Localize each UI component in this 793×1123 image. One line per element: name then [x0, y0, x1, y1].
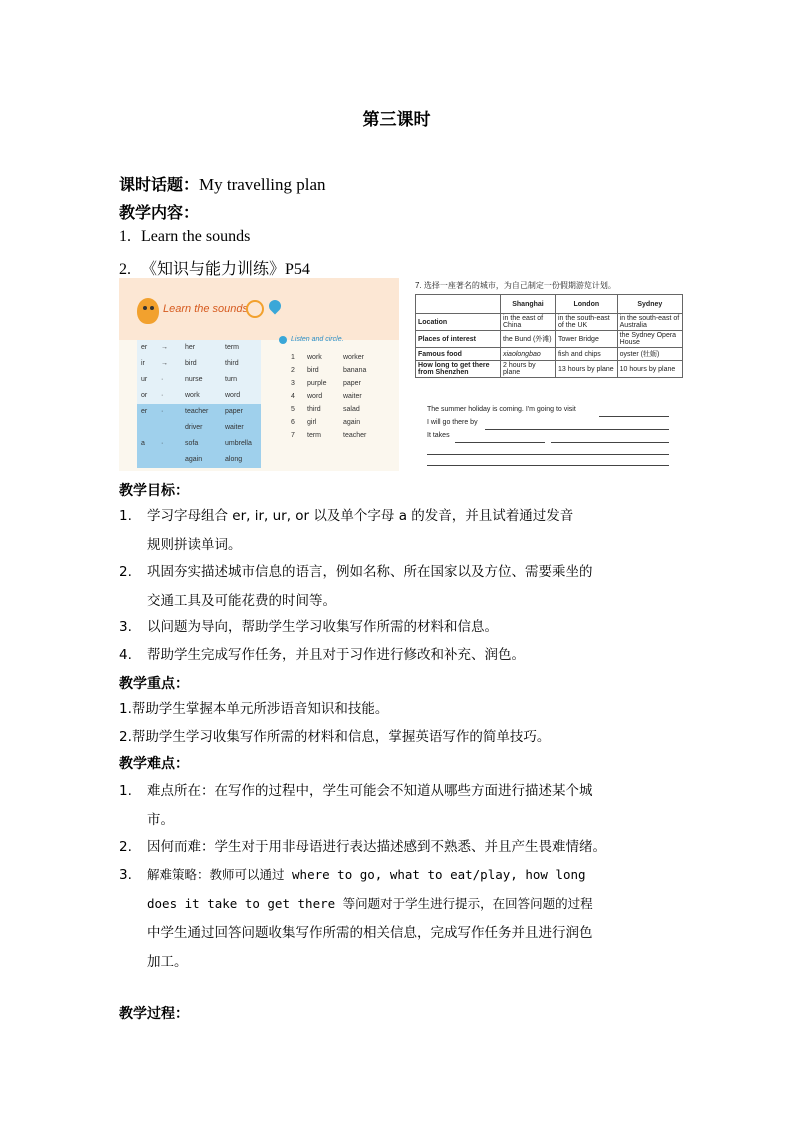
difficulty-item-3: 3. 解难策略：教师可以通过 where to go, what to eat/play, how long does it take to get there 等问题对于学生进行提示，在回答问题的过程 中学生通过回答问题收集写作所需的相关信息，完成写作任务并且进行润色 加工。	[119, 867, 593, 970]
content-item-1	[119, 228, 250, 246]
table-row: Famous food xiaolongbao fish and chips oyster (牡蛎)	[416, 348, 683, 361]
learn-the-sounds-image	[119, 278, 399, 471]
content-item-text: Learn the sounds	[141, 228, 251, 245]
column-header	[416, 295, 501, 314]
banner-title: Learn the sounds	[163, 303, 249, 315]
mascot-eye-icon	[150, 306, 154, 310]
writing-line-1: The summer holiday is coming. I'm going to visit	[427, 406, 576, 413]
difficulty-item-2: 2. 因何而难：学生对于用非母语进行表达描述感到不熟悉、并且产生畏难情绪。	[119, 839, 606, 855]
blank-line	[427, 465, 669, 466]
phonics-row: ir → bird third	[137, 356, 261, 372]
listen-header: Listen and circle.	[291, 336, 344, 343]
mascot-eye-icon	[143, 306, 147, 310]
blank-line	[551, 442, 669, 443]
goal-item-1: 1. 学习字母组合 er, ir, ur, or 以及单个字母 a 的发音，并且试着通过发音 规则拼读单词。	[119, 508, 574, 553]
phonics-row: er · teacher paper	[137, 404, 261, 420]
phonics-table	[137, 340, 261, 468]
exercise-question: 7. 选择一座著名的城市，为自己制定一份假期游览计划。	[415, 281, 616, 290]
blank-line	[599, 416, 669, 417]
column-header: Shanghai	[501, 295, 556, 314]
phonics-row: er → her term	[137, 340, 261, 356]
blank-line	[485, 429, 669, 430]
table-row: How long to get there from Shenzhen 2 hours by plane 13 hours by plane 10 hours by plane	[416, 361, 683, 378]
content-item-text: 《知识与能力训练》P54	[141, 261, 310, 278]
difficulties-heading: 教学难点：	[119, 756, 189, 772]
content-heading: 教学内容：	[119, 203, 200, 222]
listen-row: 3 purple paper	[291, 380, 361, 387]
difficulty-item-1: 1. 难点所在：在写作的过程中，学生可能会不知道从哪些方面进行描述某个城 市。	[119, 783, 593, 828]
column-header: Sydney	[617, 295, 682, 314]
travel-plan-exercise-image	[413, 278, 687, 468]
phonics-row: ur · nurse turn	[137, 372, 261, 388]
content-item-num: 2.	[119, 261, 131, 278]
blank-line	[427, 454, 669, 455]
writing-line-3: It takes	[427, 432, 450, 439]
phonics-row: driver waiter	[137, 420, 261, 436]
city-table	[415, 294, 683, 378]
content-item-2	[119, 256, 310, 279]
listen-row: 2 bird banana	[291, 367, 367, 374]
bullet-icon	[279, 336, 287, 344]
topic-value: My travelling plan	[199, 175, 326, 194]
phonics-row: again along	[137, 452, 261, 468]
listen-row: 1 work worker	[291, 354, 365, 361]
goals-heading: 教学目标：	[119, 483, 189, 499]
headphones-icon	[246, 300, 264, 318]
phonics-row: a · sofa umbrella	[137, 436, 261, 452]
table-row: Location in the east of China in the south-east of the UK in the south-east of Australia	[416, 314, 683, 331]
table-row: Places of interest the Bund (外滩) Tower Bridge the Sydney Opera House	[416, 331, 683, 348]
mascot-icon	[137, 298, 159, 324]
goal-item-2: 2. 巩固夯实描述城市信息的语言，例如名称、所在国家以及方位、需要乘坐的 交通工具及可能花费的时间等。	[119, 564, 593, 609]
table-header-row	[416, 295, 683, 314]
process-heading: 教学过程：	[119, 1006, 189, 1022]
goal-item-4: 4. 帮助学生完成写作任务，并且对于习作进行修改和补充、润色。	[119, 647, 525, 663]
topic-line	[119, 172, 326, 195]
listen-row: 7 term teacher	[291, 432, 367, 439]
key-point-2: 2.帮助学生学习收集写作所需的材料和信息，掌握英语写作的简单技巧。	[119, 729, 551, 745]
key-points-heading: 教学重点：	[119, 676, 189, 692]
page-title: 第三课时	[362, 110, 431, 130]
column-header: London	[555, 295, 617, 314]
phonics-row: or · work word	[137, 388, 261, 404]
listen-row: 6 girl again	[291, 419, 361, 426]
listen-row: 4 word waiter	[291, 393, 362, 400]
blank-line	[455, 442, 545, 443]
goal-item-3: 3. 以问题为导向，帮助学生学习收集写作所需的材料和信息。	[119, 619, 498, 635]
key-point-1: 1.帮助学生掌握本单元所涉语音知识和技能。	[119, 701, 389, 717]
topic-label: 课时话题：	[119, 175, 200, 194]
content-item-num: 1.	[119, 228, 131, 245]
writing-line-2: I will go there by	[427, 419, 478, 426]
listen-row: 5 third salad	[291, 406, 360, 413]
